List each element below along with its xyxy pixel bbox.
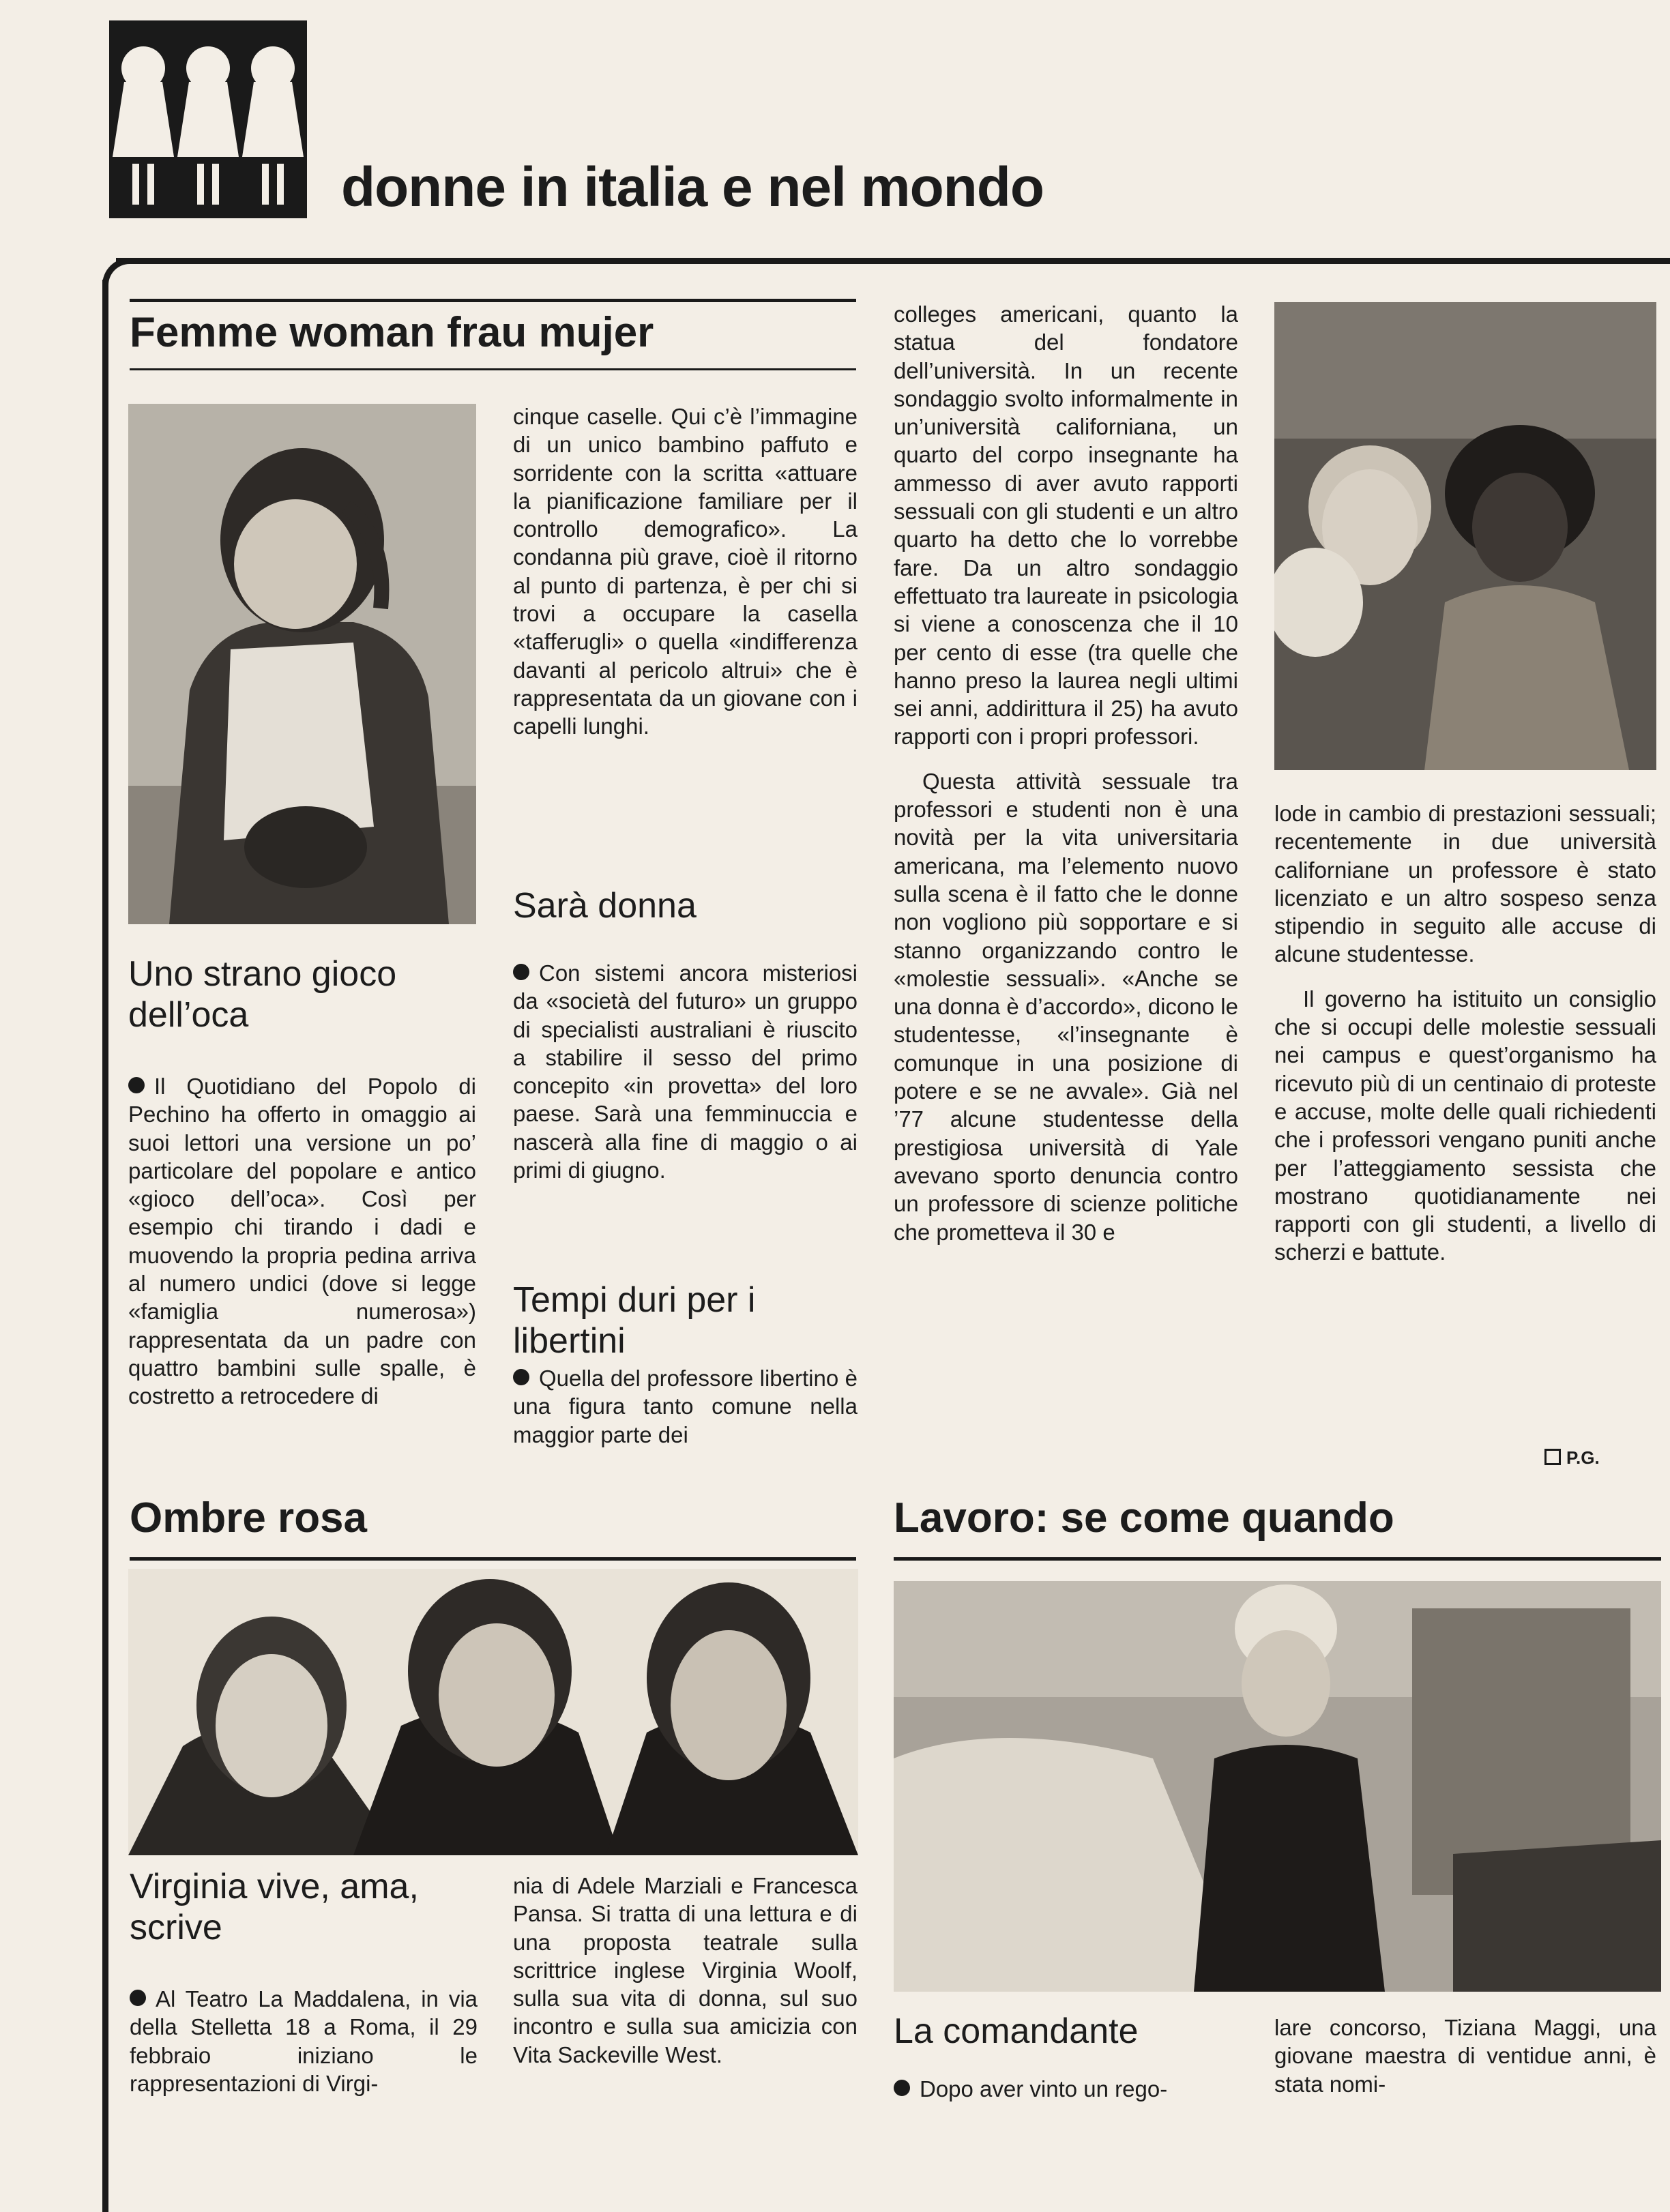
subheading-donna: Sarà donna	[513, 886, 697, 926]
section-rule	[130, 368, 856, 370]
article-text: Al Teatro La Maddalena, in via della Stelletta 18 a Roma, il 29 febbraio iniziano le rappresentazioni di Virgi-	[130, 1986, 478, 2096]
signature	[1544, 1447, 1600, 1469]
article-text: lare concorso, Tiziana Maggi, una giovane maestra di ventidue anni, è stata nomi-	[1274, 2015, 1656, 2097]
bullet-dot	[513, 1369, 529, 1385]
frame-top-rule	[116, 258, 1670, 264]
article-paragraph: Il governo ha istituito un consiglio che si occupi delle molestie sessuali nei campus e quest’organismo ha ricevuto più di un centinaio di proteste e accuse, molte delle quali richiedenti che i professori vengano puniti anche per l’atteggiamento sessista che mostrano quotidianamente nei rapporti con gli studenti, a livello di scherzi e battute.	[1274, 986, 1656, 1265]
subheading-virginia: Virginia vive, ama, scrive	[130, 1867, 419, 1947]
masthead-title: donne in italia e nel mondo	[341, 156, 1044, 218]
article-text: Con sistemi ancora misteriosi da «società del futuro» un gruppo di specialisti australiani è riuscito a stabilire il sesso del primo concepito «in provetta» del loro paese. Sarà una femminuccia e nascerà alla fine di maggio o ai primi di giugno.	[513, 960, 858, 1183]
article-text: Il Quotidiano del Popolo di Pechino ha offerto in omaggio ai suoi lettori una versione un po’ particolare del popolare e antico «gioco dell’oca». Così per esempio chi tirando i dadi e muovendo la propria pedina arriva al numero undici (dove si legge «famiglia numerosa») rappresentata da un padre con quattro bambini sulle spalle, è costretto a retrocedere di	[128, 1074, 476, 1409]
article-oca-col2	[513, 402, 858, 741]
subheading-comandante: La comandante	[894, 2011, 1139, 2051]
article-libertini-col4	[1274, 799, 1656, 1283]
frame-corner	[102, 258, 143, 299]
article-text: Quella del professore libertino è una figura tanto comune nella maggior parte dei	[513, 1366, 858, 1447]
signature-initials: P.G.	[1566, 1447, 1600, 1468]
bullet-dot	[128, 1077, 145, 1093]
article-paragraph: colleges americani, quanto la statua del fondatore dell’università. In un recente sondaggio svolto informalmente in un’università californiana, un quarto del corpo insegnante ha ammesso di aver avuto rapporti sessuali con gli studenti e un altro quarto ha detto che lo vorrebbe fare. Da un altro sondaggio effettuato tra laureate in psicologia si viene a conoscenza che il 10 per cento di esse (tra quelle che hanno preso la laurea negli ultimi sei anni, addirittura il 25) ha avuto rapporti con i propri professori.	[894, 301, 1238, 750]
article-comandante-col1	[894, 2075, 1238, 2103]
article-comandante-col2	[1274, 2014, 1656, 2098]
subheading-oca: Uno strano gioco dell’oca	[128, 954, 397, 1035]
policewoman-photo	[894, 1581, 1661, 1992]
frame-left-rule	[102, 280, 108, 2212]
article-text: cinque caselle. Qui c’è l’immagine di un unico bambino paffuto e sorridente con la scritta «attuare la pianificazione familiare per il controllo demografico». La condanna più grave, cioè il ritorno al punto di partenza, è per chi si trovi a occupare la casella «tafferugli» o quella «indifferenza davanti al pericolo altrui» che è rappresentata da un giovane con i capelli lunghi.	[513, 404, 858, 739]
women-logo	[109, 20, 307, 218]
article-paragraph: Questa attività sessuale tra professori e studenti non è una novità per la vita universitaria americana, ma l’elemento nuovo sulla scena è il fatto che le donne non vogliono più sopportare e si stanno organizzando contro le «molestie sessuali». «Anche se una donna è d’accordo», dicono le studentesse, «l’insegnante è comunque in una posizione di potere e se ne avvale». Già nel ’77 alcune studentesse della prestigiosa università di Yale avevano sporto denuncia contro un professore di scienze politiche che prometteva il 30 e	[894, 768, 1238, 1245]
section-title-femme: Femme woman frau mujer	[130, 309, 654, 356]
article-virginia-col1	[130, 1985, 478, 2097]
section-title-ombre: Ombre rosa	[130, 1494, 368, 1542]
article-oca-col1	[128, 1072, 476, 1411]
article-libertini-col2	[513, 1364, 858, 1449]
article-text: nia di Adele Marziali e Francesca Pansa. Si tratta di una lettura e di una proposta teatrale sulla scrittrice inglese Virginia Woolf, sulla sua vita di donna, sul suo incontro e sulla sua amicizia con Vita Sackeville West.	[513, 1873, 858, 2067]
signature-box	[1544, 1449, 1561, 1465]
article-virginia-col2	[513, 1872, 858, 2069]
three-women-portrait	[128, 1569, 858, 1855]
section-title-lavoro: Lavoro: se come quando	[894, 1494, 1394, 1542]
chinese-child-photo	[128, 404, 476, 924]
bullet-dot	[130, 1990, 146, 2006]
section-rule	[130, 1557, 856, 1561]
article-paragraph: lode in cambio di prestazioni sessuali; recentemente in due università californiane un professore è stato licenziato e un altro sospeso senza stipendio in seguito alle accuse di alcune studentesse.	[1274, 801, 1656, 967]
students-photo	[1274, 302, 1656, 770]
three-women-icon	[109, 20, 307, 218]
section-rule	[130, 299, 856, 302]
subheading-libertini: Tempi duri per i libertini	[513, 1280, 756, 1361]
bullet-dot	[894, 2080, 910, 2096]
article-donna	[513, 959, 858, 1184]
section-rule	[894, 1557, 1661, 1561]
article-text: Dopo aver vinto un rego-	[920, 2076, 1168, 2102]
article-libertini-col3	[894, 300, 1238, 1263]
bullet-dot	[513, 964, 529, 980]
